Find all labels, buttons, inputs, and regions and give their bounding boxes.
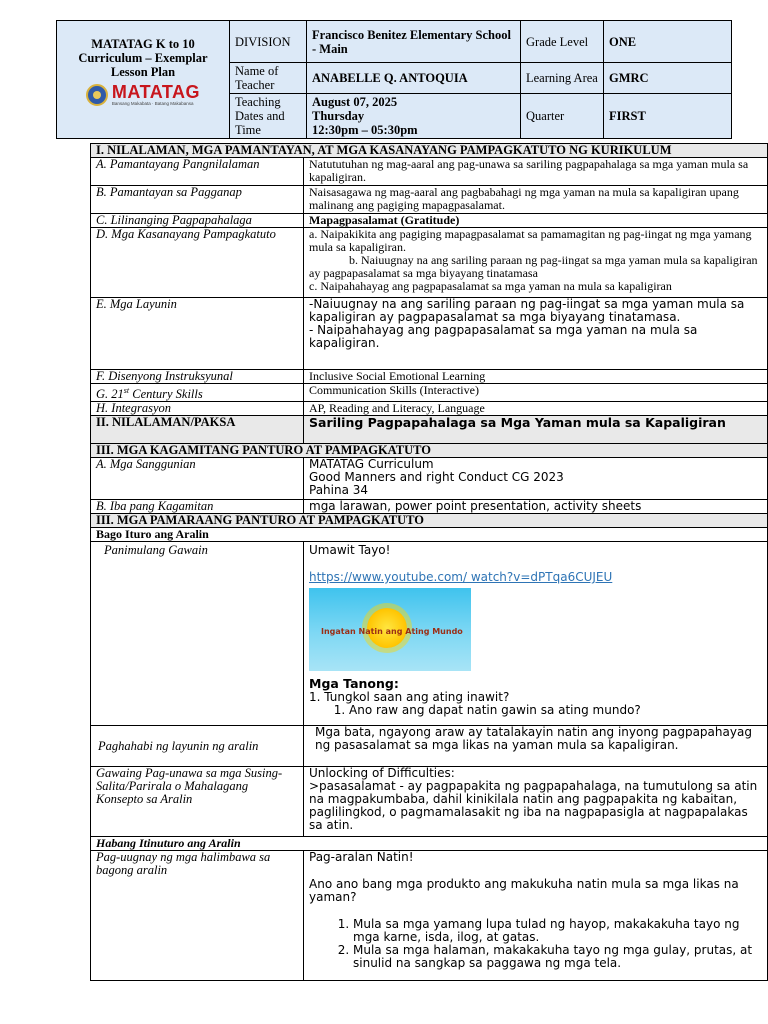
competency-a: a. Naipakikita ang pagiging mapagpasalamat sa pamamagitan ng pag-iingat ng mga yamang mula sa kapaligiran.	[309, 227, 752, 254]
question-1: 1. Tungkol saan ang ating inawit?	[309, 690, 510, 705]
section-heading-1: I. NILALAMAN, MGA PAMANTAYAN, AT MGA KASANAYANG PAMPAGKATUTO NG KURIKULUM	[91, 144, 768, 158]
date-line: August 07, 2025	[312, 95, 398, 109]
question-2: 1. Ano raw ang dapat natin gawin sa ating mundo?	[349, 704, 762, 717]
row-label-integration: H. Integrasyon	[91, 402, 304, 416]
teacher-label: Name of Teacher	[230, 63, 307, 94]
row-label-content-standard: A. Pamantayang Pangnilalaman	[91, 158, 304, 186]
concepts-title: Unlocking of Difficulties:	[309, 766, 455, 781]
row-value-value: Mapagpasalamat (Gratitude)	[304, 214, 768, 228]
day-line: Thursday	[312, 109, 365, 123]
subheading-before-lesson: Bago Ituro ang Aralin	[91, 528, 768, 542]
row-label-value: C. Lilinanging Pagpapahalaga	[91, 214, 304, 228]
thumbnail-caption: Ingatan Natin ang Ating Mundo	[321, 627, 463, 637]
example-item-1: 1. Mula sa mga yamang lupa tulad ng hayop, makakakuha tayo ng mga karne, isda, ilog, at gatas.	[353, 918, 762, 944]
teacher-value: ANABELLE Q. ANTOQUIA	[307, 63, 521, 94]
division-label: DIVISION	[230, 21, 307, 63]
row-label-objectives: E. Mga Layunin	[91, 298, 304, 370]
examples-title: Pag-aralan Natin!	[309, 850, 414, 865]
lesson-plan-body	[90, 143, 768, 981]
row-value-performance-standard: Naisasagawa ng mag-aaral ang pagbabahagi ng mga yaman na mula sa kapaligiran upang malinang ang pagiging mapagpasalamat.	[304, 186, 768, 214]
row-value-objectives	[304, 298, 768, 370]
quarter-value: FIRST	[604, 94, 732, 139]
row-label-competencies: D. Mga Kasanayang Pampagkatuto	[91, 228, 304, 298]
lesson-plan-header	[56, 20, 732, 139]
questions-title: Mga Tanong:	[309, 676, 399, 692]
section-heading-2: II. NILALAMAN/PAKSA	[91, 416, 304, 444]
song-thumbnail-image	[309, 588, 471, 671]
dates-value	[307, 94, 521, 139]
matatag-logo	[62, 83, 224, 106]
row-label-performance-standard: B. Pamantayan sa Pagganap	[91, 186, 304, 214]
row-value-materials: mga larawan, power point presentation, activity sheets	[304, 500, 768, 514]
row-value-references	[304, 458, 768, 500]
objective-2: - Naipahahayag ang pagpapasalamat sa mga yaman na mula sa kapaligiran.	[309, 323, 698, 350]
section-heading-3: III. MGA KAGAMITANG PANTURO AT PAMPAGKATUTO	[91, 444, 768, 458]
concepts-definition: >pasasalamat - ay pagpapakita ng pagpapahalaga, na tumutulong sa atin na magpakumbaba, dahil kinikilala natin ang pagpapakita ng kabaitan, paglilingkod, o pagmamalasakit ng iba na nagpapasigla at nagpapalakas sa atin.	[309, 779, 758, 833]
youtube-link[interactable]: https://www.youtube.com/ watch?v=dPTqa6CUJEU	[309, 570, 613, 585]
area-label: Learning Area	[521, 63, 604, 94]
row-label-examples: Pag-uugnay ng mga halimbawa sa bagong aralin	[91, 851, 304, 981]
time-line: 12:30pm – 05:30pm	[312, 123, 418, 137]
row-label-references: A. Mga Sanggunian	[91, 458, 304, 500]
song-title: Umawit Tayo!	[309, 543, 391, 558]
topic-value: Sariling Pagpapahalaga sa Mga Yaman mula sa Kapaligiran	[304, 416, 768, 444]
curriculum-title: MATATAG K to 10 Curriculum – Exemplar Lesson Plan	[78, 37, 208, 79]
row-value-competencies	[304, 228, 768, 298]
examples-question: Ano ano bang mga produkto ang makukuha natin mula sa mga likas na yaman?	[309, 877, 739, 905]
row-label-purpose: Paghahabi ng layunin ng aralin	[91, 726, 304, 767]
reference-3: Pahina 34	[309, 483, 369, 498]
deped-seal-icon	[86, 84, 108, 106]
row-label-opening: Panimulang Gawain	[91, 542, 304, 726]
row-label-design: F. Disenyong Instruksyunal	[91, 370, 304, 384]
row-value-integration: AP, Reading and Literacy, Language	[304, 402, 768, 416]
division-value: Francisco Benitez Elementary School - Main	[307, 21, 521, 63]
reference-2: Good Manners and right Conduct CG 2023	[309, 470, 564, 485]
objective-1: -Naiuugnay na ang sariling paraan ng pag-iingat sa mga yaman mula sa kapaligiran ay pagpapasalamat sa mga biyayang tinatamasa.	[309, 297, 745, 324]
row-value-content-standard: Natututuhan ng mag-aaral ang pag-unawa sa sariling pagpapahalaga sa mga yaman mula sa kapaligiran.	[304, 158, 768, 186]
grade-label: Grade Level	[521, 21, 604, 63]
row-value-design: Inclusive Social Emotional Learning	[304, 370, 768, 384]
examples-list	[309, 918, 762, 970]
row-value-purpose: Mga bata, ngayong araw ay tatalakayin natin ang inyong pagpapahayag ng pasasalamat sa mga likas na yaman mula sa kapaligiran.	[304, 726, 768, 767]
example-item-2: 2. Mula sa mga halaman, makakakuha tayo ng mga gulay, prutas, at sinulid na sangkap sa paggawa ng mga tela.	[353, 944, 762, 970]
subheading-during-lesson: Habang Itinuturo ang Aralin	[91, 837, 768, 851]
row-label-concepts: Gawaing Pag-unawa sa mga Susing-Salita/Parirala o Mahalagang Konsepto sa Aralin	[91, 767, 304, 837]
competency-b: b. Naiuugnay na ang sariling paraan ng pag-iingat sa mga yaman mula sa kapaligiran ay pagpapasalamat sa mga biyayang tinatamasa	[309, 253, 758, 280]
row-value-skills: Communication Skills (Interactive)	[304, 384, 768, 402]
row-value-opening	[304, 542, 768, 726]
reference-1: MATATAG Curriculum	[309, 457, 434, 472]
row-value-concepts	[304, 767, 768, 837]
row-label-materials: B. Iba pang Kagamitan	[91, 500, 304, 514]
row-value-examples	[304, 851, 768, 981]
quarter-label: Quarter	[521, 94, 604, 139]
area-value: GMRC	[604, 63, 732, 94]
logo-tagline: Bansang Makabata · Batang Makabansa	[111, 101, 194, 106]
question-list	[309, 704, 762, 717]
logo-wordmark: MATATAG	[111, 82, 201, 102]
section-heading-4: III. MGA PAMARAANG PANTURO AT PAMPAGKATUTO	[91, 514, 768, 528]
grade-value: ONE	[604, 21, 732, 63]
dates-label: Teaching Dates and Time	[230, 94, 307, 139]
row-label-skills: G. 21st Century Skills	[91, 384, 304, 402]
competency-c: c. Naipahahayag ang pagpapasalamat sa mga yaman na mula sa kapaligiran	[309, 279, 672, 293]
curriculum-cell	[57, 21, 230, 139]
